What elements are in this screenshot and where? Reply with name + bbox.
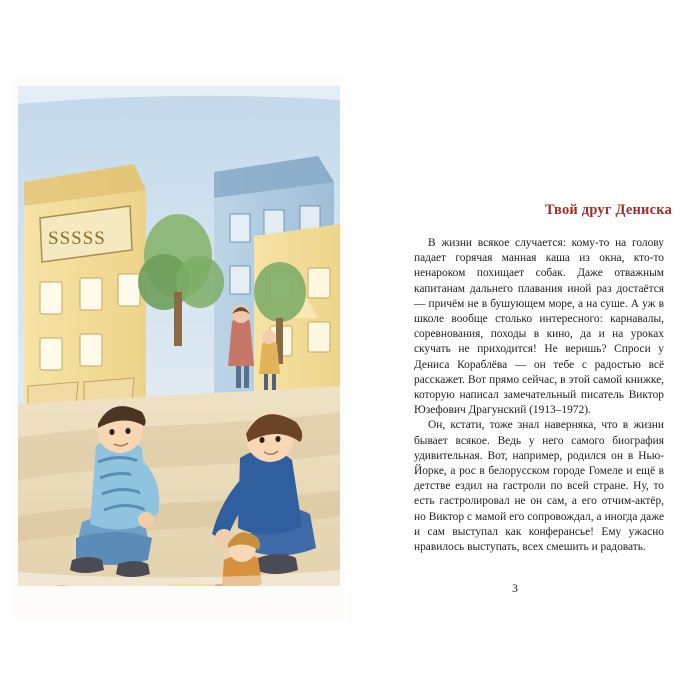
- chapter-title: Твой друг Дениска: [544, 202, 672, 218]
- left-page: [14, 78, 344, 622]
- body-text: [414, 236, 664, 555]
- street-scene-illustration: [18, 86, 340, 586]
- page-number: 3: [512, 583, 518, 595]
- paragraph-1: В жизни всякое случается: кому-то на голову падает горячая манная каша из окна, кто-то ненароком похищает собак. Даже отважным капитанам дальнего плавания иной раз достаётся — причём не в бушующем море, а на суше. А уж в школе вообще столько интересного: карнавалы, соревнования, походы в кино, да и на уроках скучать не приходится! Не веришь? Спроси у Дениса Кораблёва — он тебе с радостью всё расскажет. Вот прямо сейчас, в этой самой книжке, которую написал замечательный писатель Виктор Юзефович Драгунский (1913–1972).: [414, 237, 664, 417]
- paragraph-2: Он, кстати, тоже знал наверняка, что в жизни бывает всякое. Ведь у него самого биография удивительная. Вот, например, родился он в Нью-Йорке, а рос в белорусском городе Гомеле и ещё в детстве ездил на гастроли по всей стране. Ну, то есть гастролировал не он сам, а его отчим-актёр, но Виктор с мамой его сопровождал, а иногда даже и сам выступал как конферансье! Ему ужасно нравилось выступать, всех смешить и радовать.: [414, 419, 664, 554]
- svg-text:SSSSS: SSSSS: [48, 228, 106, 249]
- book-spread: [14, 78, 686, 622]
- right-page: [344, 78, 686, 622]
